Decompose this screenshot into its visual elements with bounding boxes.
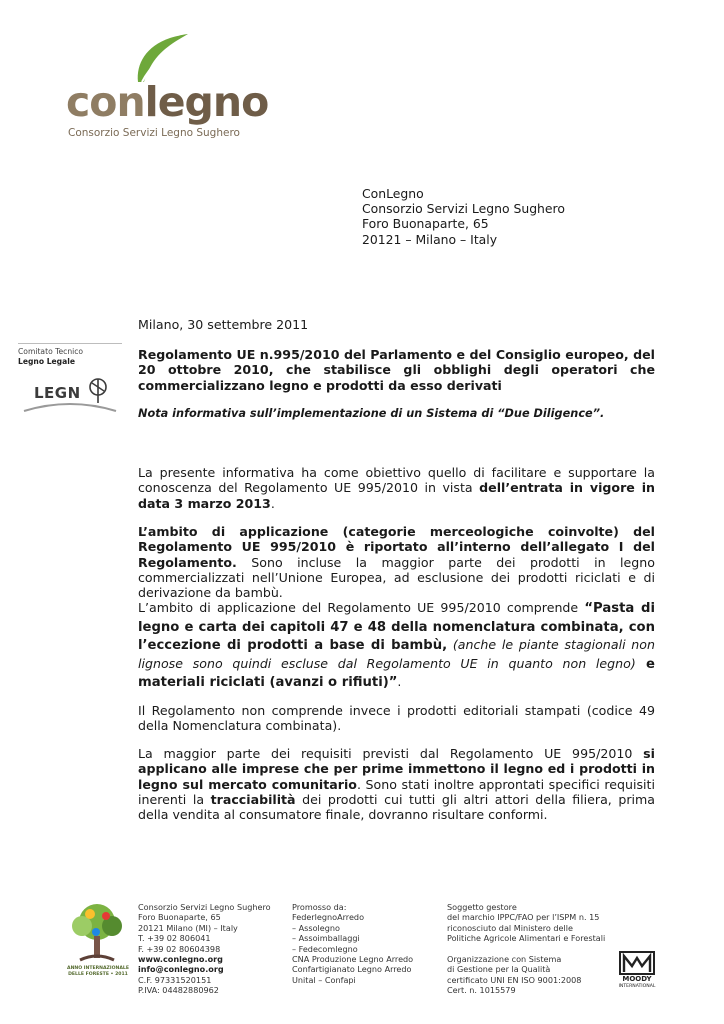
paragraph-3: L’ambito di applicazione del Regolamento UE 995/2010 comprende “Pasta di legno e carta dei capitoli 47 e 48 della nomenclatura combinata, con l’eccezione di prodotti a base di bambù, (anche le piante stagionali non lignose sono quindi escluse dal Regolamento UE in quanto non legno) e materiali riciclati (avanzi o rifiuti)”. [138, 600, 655, 691]
committee-subname: Legno Legale [18, 357, 75, 366]
recipient-address [362, 186, 565, 247]
address-line: Consorzio Servizi Legno Sughero [362, 201, 565, 217]
paragraph-2: L’ambito di applicazione (categorie merceologiche coinvolte) del Regolamento UE 995/2010 è riportato all’interno dell’allegato I del Regolamento. Sono incluse la maggior parte dei prodotti in legno commercializzati nell’Unione Europea, ad esclusione dei prodotti riciclati e di derivazione da bambù. [138, 524, 655, 601]
moody-subtext: INTERNATIONAL [618, 984, 656, 989]
logo-tagline: Consorzio Servizi Legno Sughero [68, 127, 240, 139]
moody-name: MOODY [622, 975, 652, 983]
footer-contacts: Consorzio Servizi Legno Sughero Foro Buonaparte, 65 20121 Milano (MI) – Italy T. +39 02 806041 F. +39 02 80604398 www.conlegno.org info@conlegno.org C.F. 97331520151 P.IVA: 04482880962 [138, 902, 271, 996]
address-line: 20121 – Milano – Italy [362, 231, 498, 247]
address-line: ConLegno [362, 186, 424, 201]
paragraph-5: La maggior parte dei requisiti previsti dal Regolamento UE 995/2010 si applicano alle imprese che per prime immettono il legno ed i prodotti in legno sul mercato comunitario. Sono stati inoltre approntati specifici requisiti inerenti la tracciabilità dei prodotti cui tutti gli altri attori della filiera, prima della vendita al consumatore finale, dovranno risultare conformi. [138, 746, 655, 823]
letter-date: Milano, 30 settembre 2011 [138, 317, 309, 332]
footer-certification: Soggetto gestore del marchio IPPC/FAO per l’ISPM n. 15 riconosciuto dal Ministero delle Politiche Agricole Alimentari e Forestali Organizzazione con Sistema di Gestione per la Qualità certificato UNI EN ISO 9001:2008 Cert. n. 1015579 [447, 902, 606, 996]
letter-subtitle: Nota informativa sull’implementazione di un Sistema di “Due Diligence”. [138, 407, 605, 420]
footer-promoters: Promosso da: FederlegnoArredo – Assolegno – Assoimballaggi – Fedecomlegno CNA Produzione Legno Arredo Confartigianato Legno Arredo Unital – Confapi [292, 902, 414, 985]
paragraph-1: La presente informativa ha come obiettivo quello di facilitare e supportare la conoscenza del Regolamento UE 995/2010 in vista dell’entrata in vigore in data 3 marzo 2013. [138, 465, 655, 511]
divider [18, 343, 122, 344]
letter-title: Regolamento UE n.995/2010 del Parlamento e del Consiglio europeo, del 20 ottobre 2010, che stabilisce gli obblighi degli operatori che commercializzano legno e prodotti da esso derivati [138, 347, 655, 393]
logo-wordmark: conlegno [66, 78, 269, 126]
email-link[interactable]: info@conlegno.org [138, 964, 224, 975]
committee-name: Comitato Tecnico [18, 347, 84, 356]
website-link[interactable]: www.conlegno.org [138, 954, 223, 965]
forest-year-caption: ANNO INTERNAZIONALE DELLE FORESTE • 2011 [67, 966, 129, 977]
paragraph-4: Il Regolamento non comprende invece i prodotti editoriali stampati (codice 49 della Nomenclatura combinata). [138, 703, 655, 734]
conlegno-logo [66, 30, 269, 140]
committee-logo [18, 343, 122, 402]
legno-mark-text: LEGN [34, 384, 81, 402]
address-line: Foro Buonaparte, 65 [362, 216, 489, 232]
